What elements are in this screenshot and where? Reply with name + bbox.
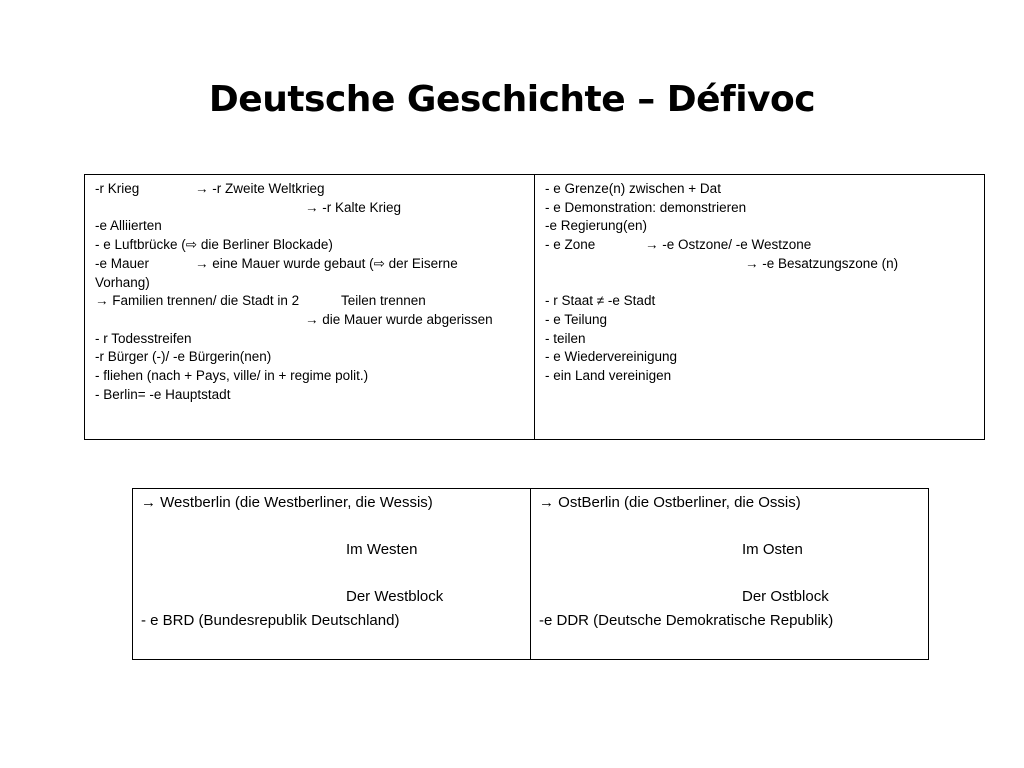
vocab-line	[95, 274, 526, 293]
vocab-term: -e Alliierten	[95, 218, 162, 234]
vocab-term: → Familien trennen/ die Stadt in 2	[95, 293, 300, 309]
vocab-derived-term: → die Mauer wurde abgerissen	[305, 311, 493, 327]
vocabulary-table-top	[84, 174, 985, 440]
vocab-line	[95, 180, 526, 199]
slide-title: Deutsche Geschichte – Défivoc	[208, 79, 816, 120]
vocab-line	[545, 348, 976, 367]
vocab-line	[545, 367, 976, 386]
vocab-line	[545, 311, 976, 330]
vocab-line	[95, 236, 526, 255]
vocab-line	[95, 311, 526, 330]
vocab-term: - e Teilung	[545, 311, 608, 327]
vocabulary-cell-border-and-reunification	[535, 175, 985, 440]
vocab-term: -e Mauer	[95, 255, 150, 271]
west-bloc-label: Der Westblock	[346, 588, 444, 606]
vocab-derived-term: → -e Ostzone/ -e Westzone	[645, 237, 812, 253]
east-berlin-heading: → OstBerlin (die Ostberliner, die Ossis)	[539, 494, 801, 511]
vocab-derived-term: → -e Besatzungszone (n)	[745, 255, 899, 271]
vocab-line	[545, 180, 976, 199]
vocab-derived-term: Teilen trennen	[341, 293, 426, 309]
vocab-line	[545, 255, 976, 274]
vocab-term: - e Demonstration: demonstrieren	[545, 199, 747, 215]
vocab-line	[95, 386, 526, 405]
east-place-label: Im Osten	[742, 541, 803, 559]
vocab-term: - teilen	[545, 330, 586, 346]
vocabulary-table-bottom	[132, 488, 929, 660]
vocab-line	[95, 217, 526, 236]
vocab-derived-term: → -r Kalte Krieg	[305, 199, 402, 215]
vocab-line	[95, 255, 526, 274]
vocab-term: - e Wiedervereinigung	[545, 349, 678, 365]
vocab-term: - e Grenze(n) zwischen + Dat	[545, 181, 721, 196]
vocab-line	[95, 367, 526, 386]
vocab-line	[545, 199, 976, 218]
vocabulary-cell-war-and-division	[85, 175, 535, 440]
vocab-term: - Berlin= -e Hauptstadt	[95, 386, 231, 402]
vocab-line	[95, 292, 526, 311]
east-state-label: -e DDR (Deutsche Demokratische Republik)	[539, 611, 834, 629]
vocab-line	[545, 292, 976, 311]
vocab-term: -r Bürger (-)/ -e Bürgerin(nen)	[95, 349, 272, 365]
west-berlin-heading: → Westberlin (die Westberliner, die Wessis)	[141, 494, 433, 511]
vocab-term: - r Staat ≠ -e Stadt	[545, 293, 656, 309]
vocab-line	[545, 217, 976, 236]
vocab-line	[545, 330, 976, 349]
east-bloc-label: Der Ostblock	[742, 588, 829, 606]
vocab-term: - r Todesstreifen	[95, 330, 192, 346]
vocab-line	[95, 330, 526, 349]
vocab-line	[95, 348, 526, 367]
vocab-term: - e Zone	[545, 237, 596, 253]
vocab-term: Vorhang)	[95, 274, 150, 290]
east-berlin-cell	[531, 489, 929, 660]
west-berlin-cell	[133, 489, 531, 660]
vocab-derived-term: → -r Zweite Weltkrieg	[195, 181, 325, 196]
vocab-term: - fliehen (nach + Pays, ville/ in + regime polit.)	[95, 368, 369, 384]
vocab-line	[95, 199, 526, 218]
vocab-derived-term: → eine Mauer wurde gebaut (⇨ der Eiserne	[195, 255, 458, 271]
vocab-term: -r Krieg	[95, 181, 140, 196]
vocab-term: -e Regierung(en)	[545, 218, 648, 234]
vocab-term: - e Luftbrücke (⇨ die Berliner Blockade)	[95, 237, 333, 253]
vocab-line	[545, 236, 976, 255]
blank-line	[545, 274, 976, 293]
vocab-term: - ein Land vereinigen	[545, 368, 672, 384]
west-state-label: - e BRD (Bundesrepublik Deutschland)	[141, 611, 400, 629]
west-place-label: Im Westen	[346, 541, 418, 559]
